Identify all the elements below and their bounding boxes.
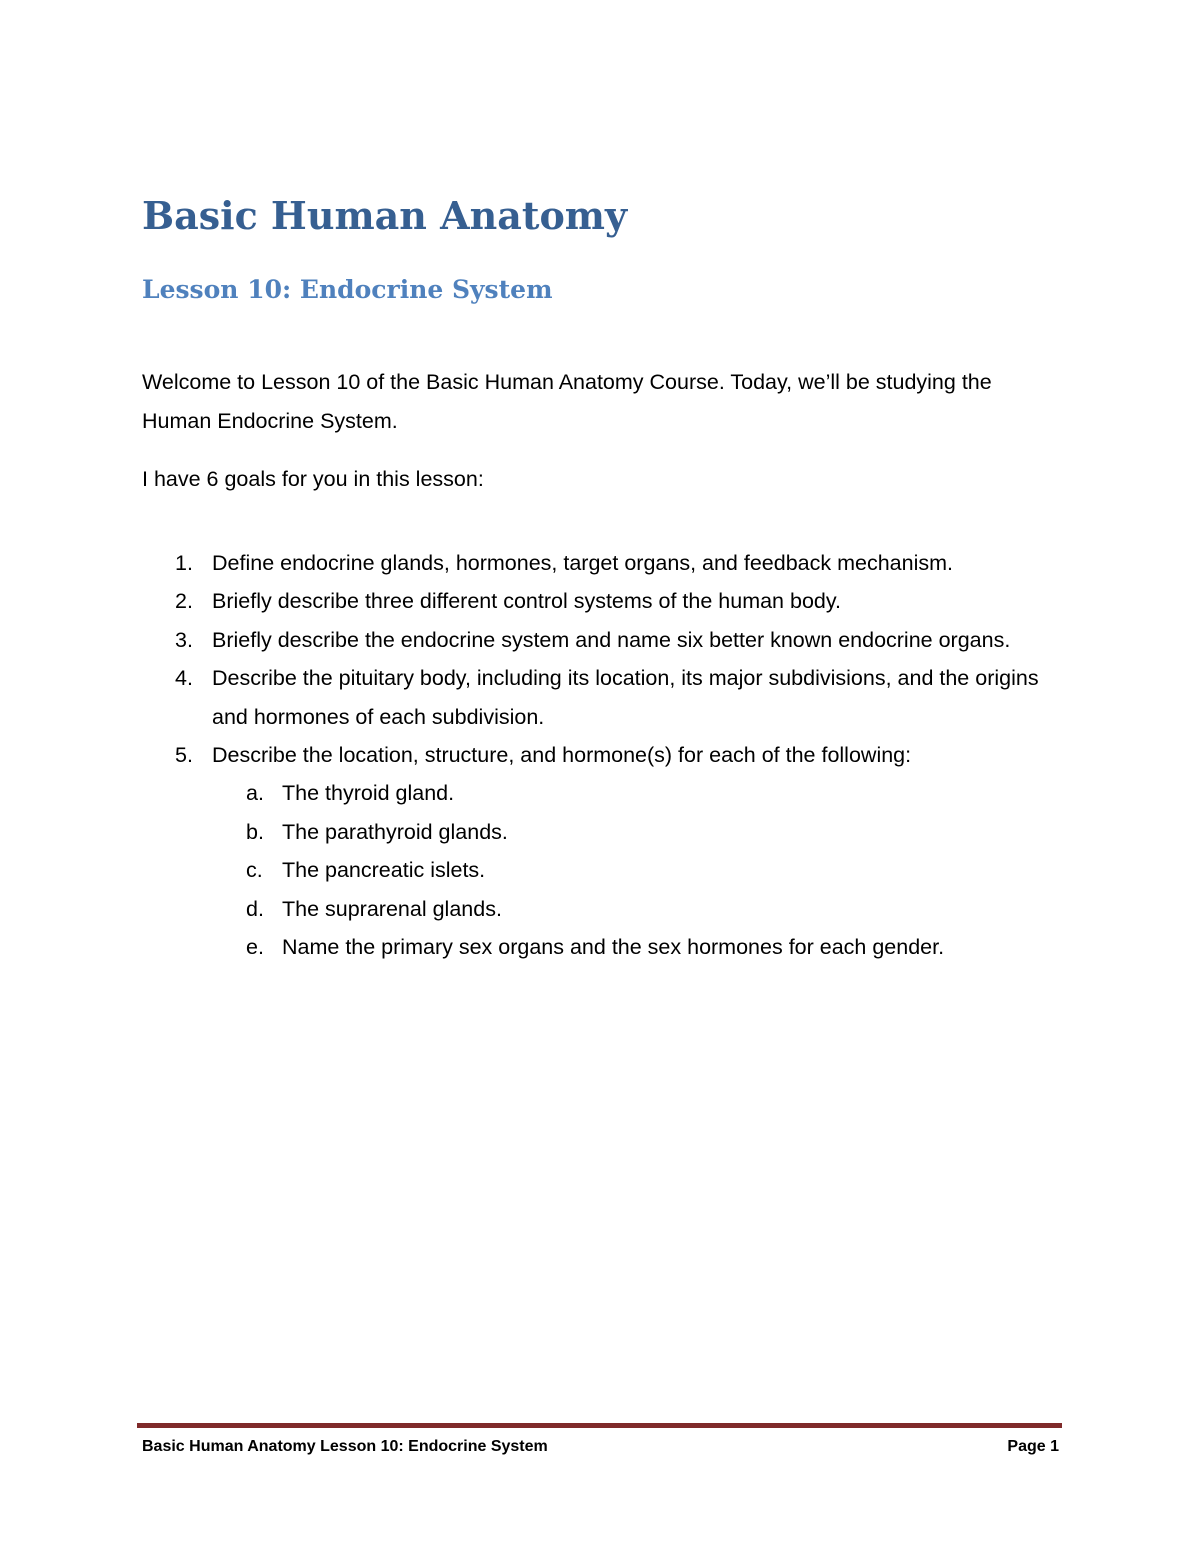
subgoal-item [212,928,1062,966]
goal-item [0,621,1062,659]
goal-number: 4. [175,666,193,691]
subgoal-item [212,851,1062,889]
goal-text: Briefly describe three different control systems of the human body. [212,589,841,614]
goal-number: 3. [175,627,193,652]
footer-divider [137,1423,1062,1428]
subgoal-text: The suprarenal glands. [282,896,502,921]
subgoal-text: Name the primary sex organs and the sex hormones for each gender. [282,935,945,960]
page-number: Page 1 [1007,1438,1059,1455]
subgoals-list [212,774,1062,966]
intro-paragraph: Welcome to Lesson 10 of the Basic Human Anatomy Course. Today, we’ll be studying the Human Endocrine System. [142,370,992,433]
footer-title: Basic Human Anatomy Lesson 10: Endocrine System [142,1438,548,1455]
page-title: Basic Human Anatomy [142,193,628,238]
goal-text: Briefly describe the endocrine system and name six better known endocrine organs. [212,627,1011,652]
goal-number: 1. [175,551,193,575]
goals-lead: I have 6 goals for you in this lesson: [142,467,484,491]
goal-item [0,582,1062,620]
subgoal-item [212,890,1062,928]
goal-item [0,659,1062,736]
goal-item [0,544,1062,582]
goal-text: Define endocrine glands, hormones, target organs, and feedback mechanism. [212,551,953,575]
lesson-subtitle: Lesson 10: Endocrine System [142,275,553,304]
subgoal-text: The thyroid gland. [282,781,455,806]
goal-text: Describe the location, structure, and hormone(s) for each of the following: [212,743,912,768]
goal-item [0,736,1062,966]
subgoal-text: The parathyroid glands. [282,819,508,844]
subgoal-letter: c. [246,858,263,883]
goal-number: 2. [175,589,193,614]
subgoal-item [212,774,1062,812]
subgoal-item [212,813,1062,851]
subgoal-letter: b. [246,819,264,844]
subgoal-text: The pancreatic islets. [282,858,486,883]
subgoal-letter: a. [246,781,264,806]
subgoal-letter: e. [246,935,264,960]
goals-list [0,544,1200,966]
goal-number: 5. [175,743,193,768]
subgoal-letter: d. [246,896,264,921]
goal-text: Describe the pituitary body, including its location, its major subdivisions, and the origins and hormones of each subdivision. [212,666,1039,729]
